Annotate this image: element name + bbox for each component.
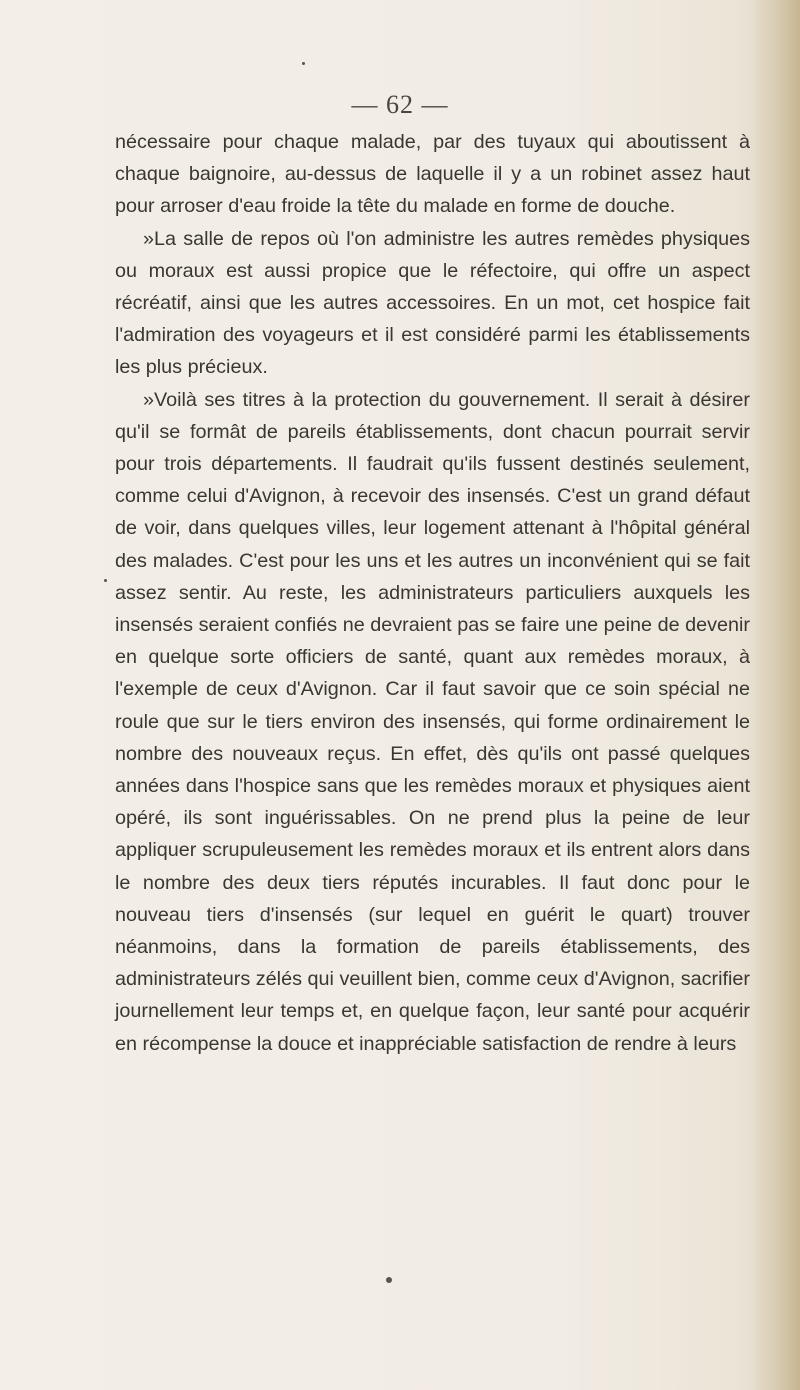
ink-speck [104, 579, 107, 582]
page-edge-shadow [752, 0, 800, 1390]
paragraph: »Voilà ses titres à la protection du gouvernement. Il serait à désirer qu'il se formât de pareils établissements, dont chacun pourrait servir pour trois départements. Il faudrait qu'ils fussent destinés seulement, comme celui d'Avignon, à recevoir des insensés. C'est un grand défaut de voir, dans quelques villes, leur logement attenant à l'hôpital général des malades. C'est pour les uns et les autres un inconvénient qui se fait assez sentir. Au reste, les administrateurs particuliers auxquels les insensés seraient confiés ne devraient pas se faire une peine de devenir en quelque sorte officiers de santé, quant aux remèdes moraux, à l'exemple de ceux d'Avignon. Car il faut savoir que ce soin spécial ne roule que sur le tiers environ des insensés, qui forme ordinairement le nombre des nouveaux reçus. En effet, dès qu'ils ont passé quelques années dans l'hospice sans que les remèdes moraux et physiques aient opéré, ils sont inguérissables. On ne prend plus la peine de leur appliquer scrupuleusement les remèdes moraux et ils entrent alors dans le nombre des deux tiers réputés incurables. Il faut donc pour le nouveau tiers d'insensés (sur lequel en guérit le quart) trouver néanmoins, dans la formation de pareils établissements, des administrateurs zélés qui veuillent bien, comme ceux d'Avignon, sacrifier journellement leur temps et, en quelque façon, leur santé pour acquérir en récompense la douce et inappréciable satisfaction de rendre à leurs [115, 388, 750, 1055]
body-text [115, 126, 750, 1060]
ink-speck [302, 62, 305, 65]
page-number: — 62 — [351, 90, 449, 119]
paragraph: »La salle de repos où l'on administre les autres remèdes physiques ou moraux est aussi propice que le réfectoire, qui offre un aspect récréatif, ainsi que les autres accessoires. En un mot, cet hospice fait l'admiration des voyageurs et il est considéré parmi les établissements les plus précieux. [115, 227, 750, 379]
paragraph: nécessaire pour chaque malade, par des tuyaux qui aboutissent à chaque baignoire, au-dessus de laquelle il y a un robinet assez haut pour arroser d'eau froide la tête du malade en forme de douche. [115, 131, 750, 218]
ink-speck [386, 1277, 392, 1283]
